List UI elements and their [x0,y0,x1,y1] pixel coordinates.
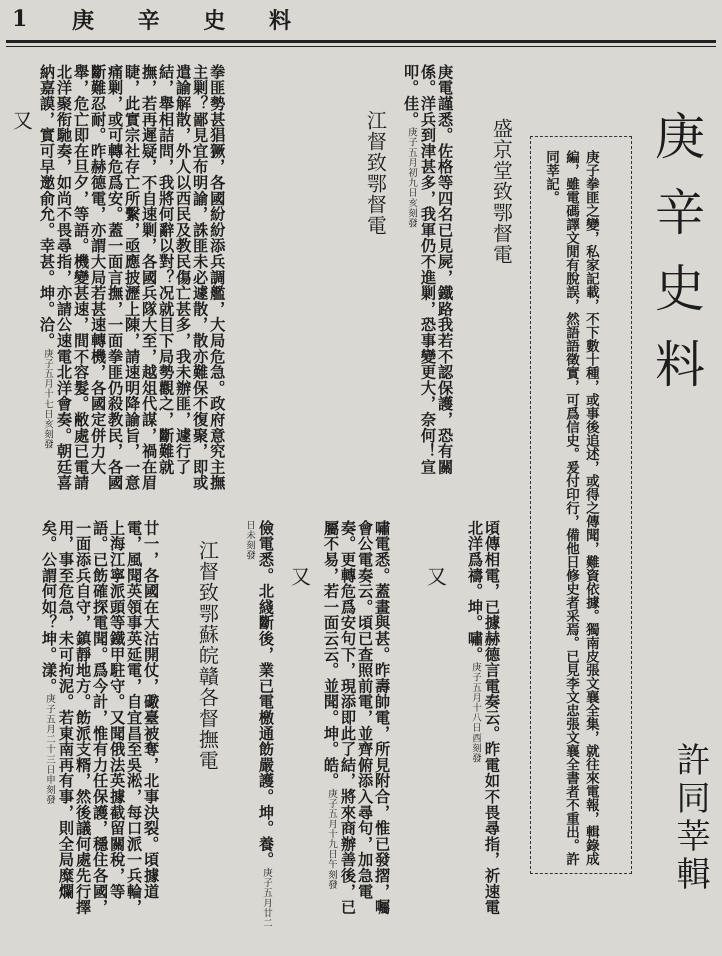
header-rule-thin [6,46,716,47]
header-rule-thick [6,40,716,43]
running-header-title: 庚 辛 史 料 [72,8,309,34]
compiler-credit: 許同莘輯 [670,742,710,894]
page-number: 1 [12,6,28,32]
lower-body-3: 儉電悉。北綫斷後，業已電檄通飭嚴護。坤。養。庚子五月廿二日未刻發 [244,520,276,929]
lower-body-1: 頃傳相電，已據赫德言電奏云。昨電如不畏尋指，祈速電北洋爲禱。坤。嘯。庚子五月十八日酉刻發 [466,520,502,915]
upper-body-2: 拳匪勢甚猖獗，各國紛紛添兵調艦，大局危急。政府意究主撫主剿？鄙見宜布明諭，誅匪未必遽散，散亦難保不復聚，即或遣諭解散，外人以西民及教民傷亡甚多，我未辦匪，遽行了結，舉相詰問，我將何辭以對？况就目下局勢觀之，斷難就撫，若再遲疑，不自速剿，各國兵隊大至，越俎代謀，禍在眉睫，此實宗社存亡所繫，亟應披瀝上陳，請速明降諭旨，一意痛剿，或可轉危爲安。蓋一面言撫，一面拳匪仍殺教民，各國斷難忍耐。昨赫德電，亦謂大局若甚速轉機，各國定併力大舉，危亡即在旦夕，等語。機變甚速，間不容髮。敝處已電請北洋聚衔馳奏，如尚不畏尋指，亦請公速電北洋會奏。朝廷喜納嘉謨，實可早邀俞允。幸甚。坤。洽。庚子五月十七日亥刻發 [38,64,227,491]
lower-heading-3: 又 [287,566,312,587]
intro-text: 庚子拳匪之變，私家記載，不下數十種，或事後追述，或得之傳聞，難資依據。獨南皮張文襄全集，就往來電報，輯錄成編，雖電碼譯文閒有脫誤，然語語徵實，可爲信史。爰付印行，備他日修史者采焉。已見李文忠張文襄全書者不重出。許同莘記。 [542,150,599,866]
upper-heading-2: 江督致鄂督電 [363,110,388,236]
upper-heading-3: 又 [9,110,34,131]
masthead-title: 庚辛史料 [647,110,705,414]
upper-body-1: 庚電謹悉。佐格等四名已見屍，鐵路我若不認保護，恐有關係。洋兵到津甚多，我軍仍不進剿，恐事變更大，奈何！宣叩。佳。庚子五月初九日亥刻發 [402,64,455,475]
lower-body-4: 廿一，各國在大沽開仗，礮臺被奪，北事決裂。頃據道電，風聞英領事英延電，自宜昌至吳淞，每口派一兵輪，上海江寧派頭等鐵甲駐守。又聞俄法英據截留關稅，等語。已飭確探電聞。爲今計，惟有力任保護，穩住各國，一面添兵自守，鎮靜地方。飭派支糈，然後議何處先行擇用，事至危急，未可拘泥。若東南再有事，則全局糜爛矣。公謂何如？坤。漾。庚子五月二十三日申刻發 [40,520,161,915]
lower-heading-4: 江督致鄂蘇皖贛各督撫電 [195,540,220,771]
lower-body-2: 嘯電悉。蓋畫與甚。昨壽帥電，所見附合，惟已發摺，囑會公電奏云。頃已查照前電，並齊俯添入尋句，加急電奏。更轉危爲安句下，現添即此了結，將來商辦善後，已屬不易，若一面云云。並聞。坤。皓。庚子五月十九日午刻發 [322,520,392,915]
lower-heading-2: 又 [423,566,448,587]
upper-heading-1: 盛京堂致鄂督電 [489,118,514,265]
